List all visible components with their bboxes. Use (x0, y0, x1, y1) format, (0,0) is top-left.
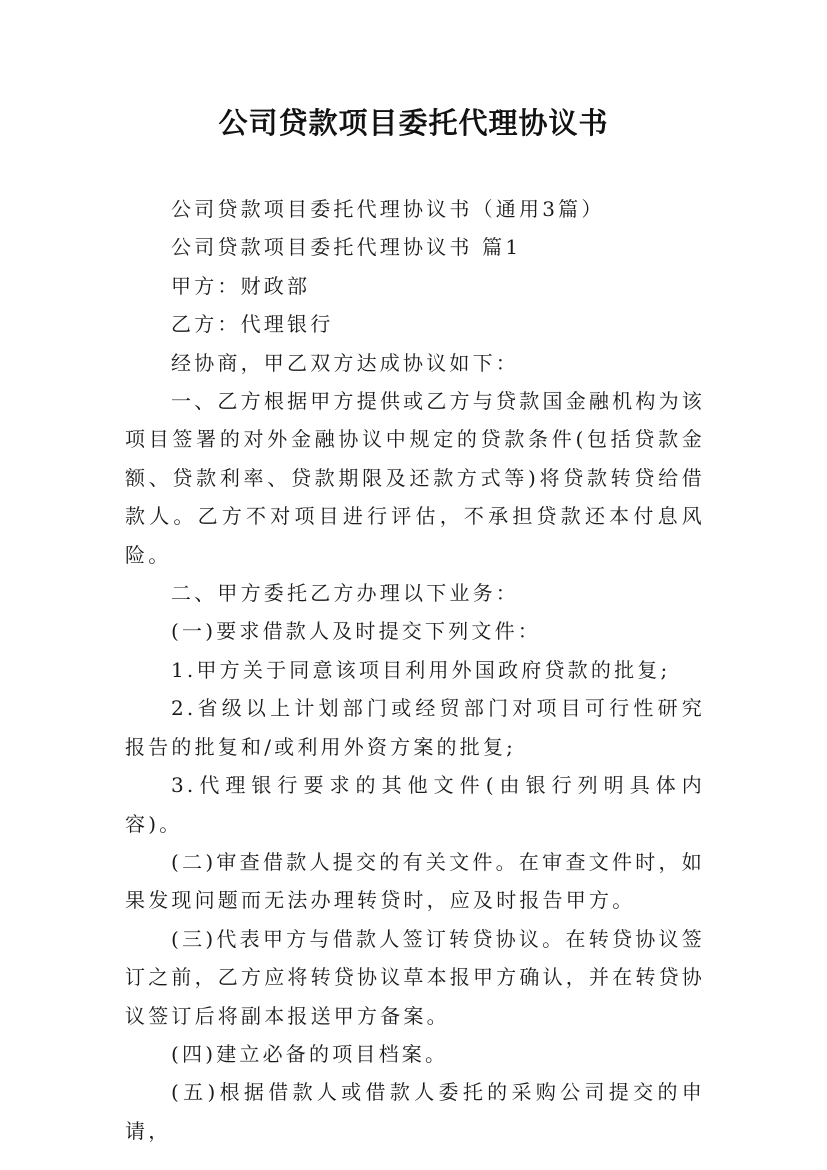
document-body (125, 190, 705, 1150)
paragraph-item-e: (五)根据借款人或借款人委托的采购公司提交的申请， (125, 1080, 705, 1143)
paragraph-agreement-intro: 经协商，甲乙双方达成协议如下： (171, 350, 519, 375)
paragraph-section-heading: 公司贷款项目委托代理协议书 篇1 (171, 235, 522, 260)
document-title: 公司贷款项目委托代理协议书 (218, 106, 609, 140)
paragraph-party-b: 乙方：代理银行 (171, 312, 334, 337)
paragraph-party-a: 甲方：财政部 (171, 273, 311, 298)
paragraph-doc-3: 3.代理银行要求的其他文件(由银行列明具体内容)。 (125, 773, 705, 836)
paragraph-doc-1: 1.甲方关于同意该项目利用外国政府贷款的批复; (171, 657, 671, 682)
paragraph-subtitle: 公司贷款项目委托代理协议书（通用3篇） (171, 197, 605, 221)
paragraph-doc-2: 2.省级以上计划部门或经贸部门对项目可行性研究报告的批复和/或利用外资方案的批复; (125, 696, 705, 759)
paragraph-item-d: (四)建立必备的项目档案。 (171, 1041, 449, 1066)
paragraph-item-a: (一)要求借款人及时提交下列文件： (171, 619, 542, 644)
paragraph-item-b: (二)审查借款人提交的有关文件。在审查文件时，如果发现问题而无法办理转贷时，应及时报告甲方。 (125, 849, 705, 913)
paragraph-item-c: (三)代表甲方与借款人签订转贷协议。在转贷协议签订之前，乙方应将转贷协议草本报甲方确认，并在转贷协议签订后将副本报送甲方备案。 (125, 926, 705, 1028)
paragraph-clause-2: 二、甲方委托乙方办理以下业务： (171, 581, 519, 606)
paragraph-clause-1: 一、乙方根据甲方提供或乙方与贷款国金融机构为该项目签署的对外金融协议中规定的贷款条件(包括贷款金额、贷款利率、贷款期限及还款方式等)将贷款转贷给借款人。乙方不对项目进行评估，不承担贷款还本付息风险。 (125, 389, 705, 567)
